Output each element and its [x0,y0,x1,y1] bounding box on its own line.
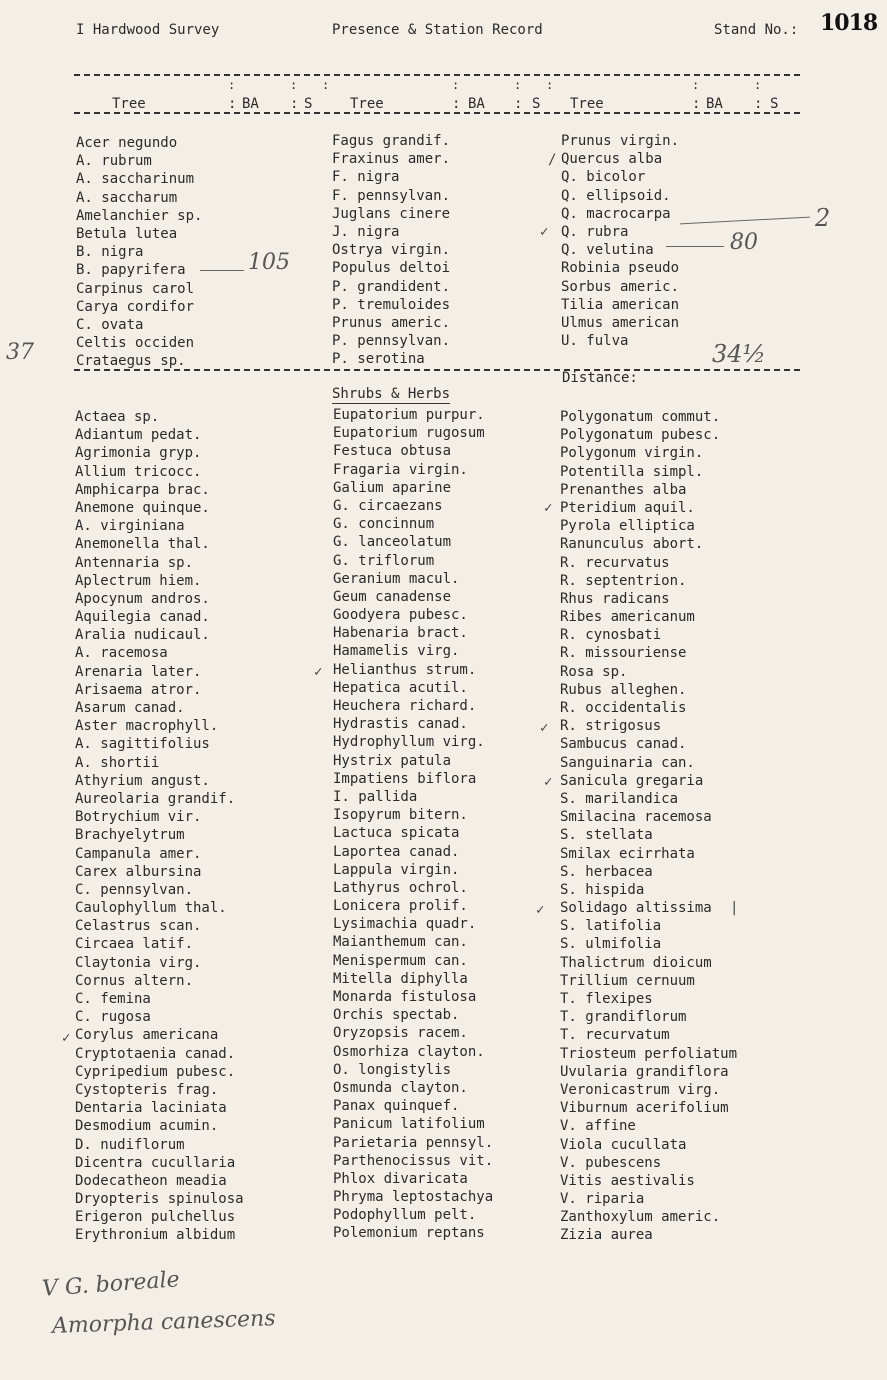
species-entry: B. nigra [76,244,144,261]
species-entry: Brachyelytrum [75,827,185,844]
species-entry: P. serotina [332,351,425,368]
species-entry: R. missouriense [560,645,687,662]
species-entry: Mitella diphylla [333,970,468,987]
species-entry: Pyrola elliptica [560,518,695,535]
species-entry: Eupatorium purpur. [333,407,485,423]
species-entry: Caulophyllum thal. [75,900,227,917]
species-entry: Arenaria later. [75,663,202,680]
distance-label: Distance: [562,370,638,386]
species-entry: Celtis occiden [76,335,195,352]
species-entry: Orchis spectab. [333,1007,460,1024]
species-entry: Panax quinquef. [333,1098,460,1115]
species-entry: V. riparia [560,1191,645,1208]
check-mark-icon: ✓ [540,720,549,736]
species-entry: J. nigra [332,223,400,240]
col-header-ba-3: BA [706,96,723,112]
species-entry: R. recurvatus [560,554,670,571]
species-entry: V. affine [560,1118,636,1135]
species-entry: Cypripedium pubesc. [75,1063,236,1080]
colon-mark: : [452,78,460,92]
species-entry: Viola cucullata [560,1136,687,1153]
species-entry: G. circaezans [333,497,443,514]
species-entry: Carpinus carol [76,280,195,297]
species-entry: Arisaema atror. [75,681,202,698]
species-entry: Fragaria virgin. [333,461,468,478]
species-entry: Uvularia grandiflora [560,1063,729,1080]
species-entry: Agrimonia gryp. [75,445,202,462]
species-entry: Carya cordifor [76,298,195,315]
species-entry: Polygonum virgin. [560,445,704,462]
species-entry: Adiantum pedat. [75,427,202,444]
species-entry: G. triflorum [333,552,435,569]
species-entry: Campanula amer. [75,845,202,862]
tree-list-col3 [561,132,679,350]
species-entry: Zizia aurea [560,1227,653,1244]
species-entry: Cryptotaenia canad. [75,1045,236,1062]
check-mark-icon: ✓ [544,774,553,790]
species-entry: Osmunda clayton. [333,1079,468,1096]
herb-list-col1 [75,408,244,1245]
species-entry: P. pennsylvan. [332,333,451,350]
col-header-sep: : [692,96,701,112]
col-header-ba-2: BA [468,96,485,112]
species-entry: Robinia pseudo [561,260,680,277]
species-entry: A. saccharum [76,189,178,206]
species-entry: Aquilegia canad. [75,609,210,626]
handwritten-total: 34½ [712,340,766,368]
species-entry: Q. macrocarpa [561,205,671,222]
herb-list-col2 [333,406,493,1243]
species-entry: Circaea latif. [75,936,194,953]
species-entry: R. occidentalis [560,700,687,716]
species-entry: S. latifolia [560,918,662,935]
species-entry: Polygonatum pubesc. [560,427,721,444]
handwritten-q-velutina: 80 [730,230,758,255]
species-entry: Sorbus americ. [561,278,680,295]
species-entry: Podophyllum pelt. [333,1207,477,1224]
species-entry: Monarda fistulosa [333,989,477,1005]
species-entry: Rosa sp. [560,663,628,680]
species-entry: Hydrastis canad. [333,716,468,733]
species-entry: Geranium macul. [333,570,460,587]
species-entry: Vitis aestivalis [560,1172,695,1189]
species-entry: Dentaria laciniata [75,1100,227,1117]
colon-mark: : [322,78,330,92]
species-entry: Q. rubra [561,223,629,240]
species-entry: Eupatorium rugosum [333,425,485,442]
species-entry: Prunus americ. [332,314,451,331]
species-entry: Prenanthes alba [560,481,687,498]
species-entry: Isopyrum bitern. [333,807,468,824]
col-header-sep: : [514,96,523,112]
pencil-line [666,246,724,247]
stand-number: 1018 [820,10,878,36]
species-entry: T. recurvatum [560,1027,670,1044]
species-entry: Allium tricocc. [75,463,202,480]
species-entry: S. hispida [560,881,645,898]
species-entry: R. septentrion. [560,572,687,589]
colon-mark: : [692,78,700,92]
species-entry: G. lanceolatum [333,534,452,551]
species-entry: R. cynosbati [560,627,662,644]
species-entry: Veronicastrum virg. [560,1081,721,1098]
species-entry: Zanthoxylum americ. [560,1209,721,1226]
species-entry: Antennaria sp. [75,554,194,571]
species-entry: Rhus radicans [560,590,670,607]
species-entry: Botrychium vir. [75,809,202,826]
colon-mark: : [290,78,298,92]
species-entry: Anemone quinque. [75,499,210,516]
colon-mark: : [514,78,522,92]
species-entry: A. shortii [75,754,160,771]
species-entry: R. strigosus [560,718,662,735]
species-entry: Aplectrum hiem. [75,572,202,589]
species-entry: Parietaria pennsyl. [333,1134,494,1151]
species-entry: Helianthus strum. [333,661,477,678]
colon-mark: : [754,78,762,92]
col-header-tree-1: Tree [112,96,146,112]
species-entry: Dryopteris spinulosa [75,1191,244,1208]
species-entry: Corylus americana [75,1027,219,1044]
species-entry: Fraxinus amer. [332,151,451,168]
survey-title: I Hardwood Survey [76,22,220,38]
species-entry: Oryzopsis racem. [333,1025,468,1042]
handwritten-margin-note: 37 [6,340,34,365]
species-entry: Lathyrus ochrol. [333,879,468,896]
species-entry: Polygonatum commut. [560,409,721,425]
dashed-divider-header [74,112,800,114]
species-entry: Ribes americanum [560,609,695,626]
species-entry: Fagus grandif. [332,133,451,149]
species-entry: Tilia american [561,296,680,313]
species-entry: Cornus altern. [75,972,194,989]
species-entry: Laportea canad. [333,843,460,860]
colon-mark: : [228,78,236,92]
col-header-s-3: S [770,96,779,112]
species-entry: Panicum latifolium [333,1116,485,1133]
species-entry: Lonicera prolif. [333,898,468,915]
species-entry: Hydrophyllum virg. [333,734,485,751]
species-entry: P. tremuloides [332,296,451,313]
species-entry: Triosteum perfoliatum [560,1045,738,1062]
species-entry: Viburnum acerifolium [560,1100,729,1117]
species-entry: Ranunculus abort. [560,536,704,553]
col-header-s-1: S [304,96,313,112]
check-mark-icon: / [548,152,557,168]
species-entry: A. rubrum [76,153,152,170]
species-entry: Hystrix patula [333,752,452,769]
species-entry: Crataegus sp. [76,353,186,370]
species-entry: Osmorhiza clayton. [333,1043,485,1060]
col-header-sep: : [754,96,763,112]
dashed-divider-trees [74,369,800,371]
species-entry: Acer negundo [76,135,178,151]
species-entry: Smilax ecirrhata [560,845,695,862]
species-entry: T. flexipes [560,991,653,1007]
species-entry: Festuca obtusa [333,443,452,460]
species-entry: Sanguinaria can. [560,754,695,771]
species-entry: C. rugosa [75,1009,151,1026]
species-entry: Hepatica acutil. [333,679,468,696]
species-entry: Geum canadense [333,588,452,605]
species-entry: Parthenocissus vit. [333,1152,494,1169]
species-entry: S. herbacea [560,863,653,880]
species-entry: Aralia nudicaul. [75,627,210,644]
species-entry: Q. bicolor [561,169,646,186]
species-entry: Phryma leptostachya [333,1189,494,1206]
species-entry: Q. velutina [561,242,654,259]
species-entry: Hamamelis virg. [333,643,460,660]
tree-list-col1 [76,134,202,370]
species-entry: Prunus virgin. [561,133,680,149]
species-entry: Sanicula gregaria [560,772,704,789]
dashed-divider-top [74,74,800,76]
col-header-ba-1: BA [242,96,259,112]
species-entry: Celastrus scan. [75,918,202,935]
species-entry: Asarum canad. [75,700,185,716]
species-entry: Rubus alleghen. [560,681,687,698]
species-entry: O. longistylis [333,1061,452,1078]
species-entry: Galium aparine [333,479,452,496]
species-entry: Anemonella thal. [75,536,210,553]
species-entry: F. nigra [332,169,400,186]
species-entry: Aster macrophyll. [75,718,219,735]
handwritten-bottom-note-1: V G. boreale [41,1267,181,1302]
species-entry: Populus deltoi [332,260,451,277]
species-entry: Pteridium aquil. [560,499,695,516]
check-mark-icon: ✓ [540,224,549,240]
species-entry: U. fulva [561,333,629,350]
species-entry: Goodyera pubesc. [333,607,468,624]
handwritten-bottom-note-2: Amorpha canescens [51,1306,276,1339]
species-entry: Erigeron pulchellus [75,1209,236,1226]
check-mark-icon: ✓ [314,664,323,680]
species-entry: Apocynum andros. [75,590,210,607]
species-entry: C. ovata [76,316,144,333]
stand-label: Stand No.: [714,22,799,38]
pencil-line [680,217,810,225]
col-header-sep: : [452,96,461,112]
species-entry: S. stellata [560,827,653,844]
species-entry: Solidago altissima [560,900,712,917]
species-entry: Trillium cernuum [560,972,695,989]
species-entry: Lactuca spicata [333,825,460,842]
col-header-s-2: S [532,96,541,112]
species-entry: Dicentra cucullaria [75,1154,236,1171]
tick-mark-icon: | [730,900,739,916]
handwritten-q-rubra: 2 [815,204,831,232]
species-entry: Ostrya virgin. [332,242,451,259]
herb-list-col3 [560,408,737,1245]
species-entry: Carex albursina [75,863,202,880]
species-entry: V. pubescens [560,1154,662,1171]
species-entry: A. virginiana [75,518,185,535]
species-entry: Potentilla simpl. [560,463,704,480]
species-entry: Dodecatheon meadia [75,1172,227,1189]
species-entry: Smilacina racemosa [560,809,712,826]
species-entry: Athyrium angust. [75,772,210,789]
species-entry: A. racemosa [75,645,168,662]
species-entry: Sambucus canad. [560,736,687,753]
species-entry: Cystopteris frag. [75,1081,219,1098]
species-entry: Q. ellipsoid. [561,187,671,204]
species-entry: T. grandiflorum [560,1009,687,1026]
pencil-line [200,270,244,271]
species-entry: Maianthemum can. [333,934,468,951]
species-entry: Actaea sp. [75,409,160,425]
species-entry: Aureolaria grandif. [75,790,236,807]
species-entry: S. ulmifolia [560,936,662,953]
species-entry: G. concinnum [333,516,435,533]
species-entry: B. papyrifera [76,262,186,279]
species-entry: Ulmus american [561,314,680,331]
col-header-sep: : [228,96,237,112]
species-entry: Betula lutea [76,225,178,242]
species-entry: Lappula virgin. [333,861,460,878]
species-entry: A. sagittifolius [75,736,210,753]
species-entry: F. pennsylvan. [332,187,451,204]
species-entry: A. saccharinum [76,171,195,188]
col-header-tree-3: Tree [570,96,604,112]
species-entry: Quercus alba [561,151,663,168]
species-entry: Impatiens biflora [333,770,477,787]
species-entry: Erythronium albidum [75,1227,236,1244]
species-entry: Phlox divaricata [333,1170,468,1187]
species-entry: Menispermum can. [333,952,468,969]
col-header-sep: : [290,96,299,112]
species-entry: S. marilandica [560,790,679,807]
species-entry: P. grandident. [332,278,451,295]
species-entry: Habenaria bract. [333,625,468,642]
shrubs-herbs-title: Shrubs & Herbs [332,386,451,402]
tree-list-col2 [332,132,450,368]
colon-mark: : [546,78,554,92]
col-header-tree-2: Tree [350,96,384,112]
species-entry: Amphicarpa brac. [75,481,210,498]
check-mark-icon: ✓ [544,500,553,516]
species-entry: I. pallida [333,788,418,805]
record-title: Presence & Station Record [332,22,543,38]
species-entry: C. pennsylvan. [75,881,194,898]
species-entry: Polemonium reptans [333,1225,485,1242]
species-entry: Thalictrum dioicum [560,954,712,971]
handwritten-ba-papyrifera: 105 [248,250,290,275]
species-entry: Heuchera richard. [333,698,477,714]
species-entry: Claytonia virg. [75,954,202,971]
check-mark-icon: ✓ [62,1030,71,1046]
species-entry: Desmodium acumin. [75,1118,219,1135]
species-entry: Lysimachia quadr. [333,916,477,933]
species-entry: Juglans cinere [332,205,451,222]
species-entry: D. nudiflorum [75,1136,185,1153]
species-entry: C. femina [75,991,151,1007]
species-entry: Amelanchier sp. [76,207,203,224]
check-mark-icon: ✓ [536,902,545,918]
